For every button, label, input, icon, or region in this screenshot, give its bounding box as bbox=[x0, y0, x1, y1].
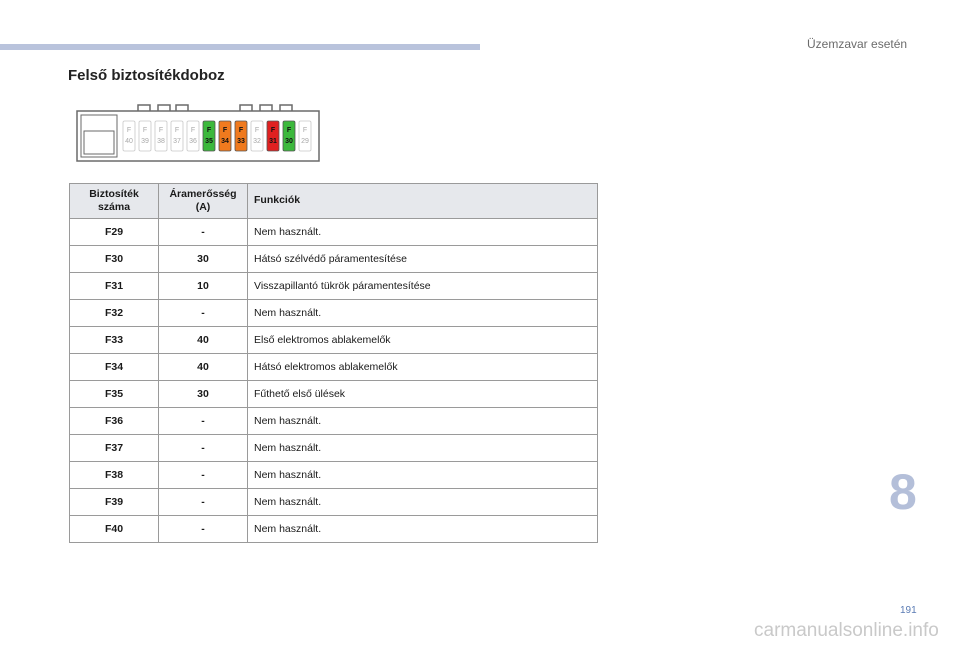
cell-fuse: F29 bbox=[70, 219, 159, 246]
header-accent-bar bbox=[0, 44, 480, 50]
column-header-amperage-line2: (A) bbox=[195, 201, 211, 213]
cell-amperage: - bbox=[159, 219, 248, 246]
cell-fuse: F36 bbox=[70, 408, 159, 435]
watermark: carmanualsonline.info bbox=[754, 620, 939, 641]
fuse-slot-number: 30 bbox=[285, 138, 293, 145]
fuse-slot-letter: F bbox=[254, 127, 260, 134]
table-header-row bbox=[70, 184, 598, 219]
fuse-slot-number: 35 bbox=[205, 138, 213, 145]
cell-amperage: 30 bbox=[159, 246, 248, 273]
cell-amperage: 40 bbox=[159, 354, 248, 381]
fuse-slot-number: 38 bbox=[157, 138, 165, 145]
cell-function: Nem használt. bbox=[248, 489, 598, 516]
column-header-fuse-line1: Biztosíték bbox=[89, 187, 139, 200]
fuse-slot-F35 bbox=[203, 121, 215, 151]
table-row bbox=[70, 354, 598, 381]
fuse-slot-letter: F bbox=[190, 127, 196, 134]
cell-function: Nem használt. bbox=[248, 462, 598, 489]
table-row bbox=[70, 408, 598, 435]
fuse-slot-F38 bbox=[155, 121, 167, 151]
fuse-slot-F39 bbox=[139, 121, 151, 151]
table-row bbox=[70, 516, 598, 543]
cell-amperage: 40 bbox=[159, 327, 248, 354]
cell-fuse: F30 bbox=[70, 246, 159, 273]
cell-fuse: F32 bbox=[70, 300, 159, 327]
cell-fuse: F40 bbox=[70, 516, 159, 543]
chapter-number: 8 bbox=[889, 464, 917, 520]
table-row bbox=[70, 435, 598, 462]
fuse-slot-number: 31 bbox=[269, 138, 277, 145]
fuse-slot-number: 39 bbox=[141, 138, 149, 145]
column-header-function: Funkciók bbox=[248, 184, 598, 219]
cell-fuse: F33 bbox=[70, 327, 159, 354]
page-heading: Felső biztosítékdoboz bbox=[68, 67, 225, 84]
column-header-fuse-line2: száma bbox=[97, 201, 131, 213]
cell-amperage: - bbox=[159, 300, 248, 327]
fuse-slot-F31 bbox=[267, 121, 279, 151]
fuse-slot-letter: F bbox=[174, 127, 180, 134]
fuse-slot-letter: F bbox=[270, 127, 276, 134]
table-row bbox=[70, 327, 598, 354]
fuse-slot-number: 29 bbox=[301, 138, 309, 145]
fuse-slot-F34 bbox=[219, 121, 231, 151]
fuse-slot-number: 32 bbox=[253, 138, 261, 145]
fuse-slot-F32 bbox=[251, 121, 263, 151]
cell-function: Nem használt. bbox=[248, 408, 598, 435]
fuse-slot-F30 bbox=[283, 121, 295, 151]
cell-function: Első elektromos ablakemelők bbox=[248, 327, 598, 354]
page-number: 191 bbox=[900, 605, 917, 616]
cell-amperage: 30 bbox=[159, 381, 248, 408]
fuse-slot-letter: F bbox=[206, 127, 212, 134]
fuse-slot-F40 bbox=[123, 121, 135, 151]
column-header-amperage-line1: Áramerősség bbox=[169, 187, 237, 200]
cell-fuse: F34 bbox=[70, 354, 159, 381]
column-header-fuse bbox=[70, 184, 159, 219]
cell-amperage: - bbox=[159, 516, 248, 543]
cell-amperage: 10 bbox=[159, 273, 248, 300]
cell-fuse: F31 bbox=[70, 273, 159, 300]
fuse-slot-number: 40 bbox=[125, 138, 133, 145]
table-row bbox=[70, 273, 598, 300]
fuse-slot-F37 bbox=[171, 121, 183, 151]
cell-function: Nem használt. bbox=[248, 516, 598, 543]
cell-function: Fűthető első ülések bbox=[248, 381, 598, 408]
fuse-slot-letter: F bbox=[238, 127, 244, 134]
cell-fuse: F35 bbox=[70, 381, 159, 408]
fuse-slot-letter: F bbox=[302, 127, 308, 134]
fuse-slot-letter: F bbox=[142, 127, 148, 134]
section-title: Üzemzavar esetén bbox=[807, 37, 908, 51]
table-row bbox=[70, 246, 598, 273]
fuse-slot-number: 37 bbox=[173, 138, 181, 145]
cell-function: Nem használt. bbox=[248, 300, 598, 327]
cell-amperage: - bbox=[159, 462, 248, 489]
fuse-slot-F36 bbox=[187, 121, 199, 151]
table-row bbox=[70, 462, 598, 489]
fuse-slot-letter: F bbox=[158, 127, 164, 134]
fuse-slot-F29 bbox=[299, 121, 311, 151]
column-header-amperage bbox=[159, 184, 248, 219]
fuse-slot-letter: F bbox=[222, 127, 228, 134]
cell-fuse: F37 bbox=[70, 435, 159, 462]
cell-function: Hátsó elektromos ablakemelők bbox=[248, 354, 598, 381]
cell-function: Nem használt. bbox=[248, 435, 598, 462]
fusebox-diagram bbox=[76, 103, 320, 163]
fuse-slot-letter: F bbox=[126, 127, 132, 134]
cell-fuse: F38 bbox=[70, 462, 159, 489]
fuse-slot-letter: F bbox=[286, 127, 292, 134]
fuse-slot-F33 bbox=[235, 121, 247, 151]
cell-amperage: - bbox=[159, 489, 248, 516]
cell-function: Nem használt. bbox=[248, 219, 598, 246]
cell-function: Visszapillantó tükrök páramentesítése bbox=[248, 273, 598, 300]
table-row bbox=[70, 219, 598, 246]
table-row bbox=[70, 300, 598, 327]
table-row bbox=[70, 489, 598, 516]
fuse-slot-number: 33 bbox=[237, 138, 245, 145]
fuse-slot-number: 36 bbox=[189, 138, 197, 145]
cell-function: Hátsó szélvédő páramentesítése bbox=[248, 246, 598, 273]
fuse-table bbox=[69, 183, 598, 543]
cell-amperage: - bbox=[159, 435, 248, 462]
cell-amperage: - bbox=[159, 408, 248, 435]
fuse-slot-number: 34 bbox=[221, 138, 229, 145]
cell-fuse: F39 bbox=[70, 489, 159, 516]
table-row bbox=[70, 381, 598, 408]
